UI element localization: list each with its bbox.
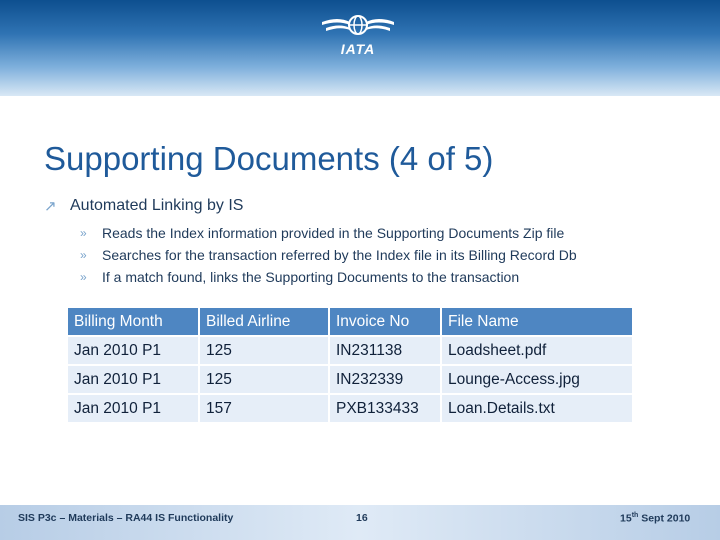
date-suffix: th [631,512,639,519]
cell-invoice-no: IN231138 [330,337,440,364]
page-number: 16 [356,512,368,524]
table-row [68,366,632,393]
chevron-marker-icon: » [80,270,87,284]
cell-billing-month: Jan 2010 P1 [68,366,198,393]
globe-wings-icon [318,8,398,42]
main-bullet [44,197,243,215]
cell-file-name: Lounge-Access.jpg [442,366,632,393]
main-bullet-text: Automated Linking by IS [70,197,244,214]
header-file-name: File Name [442,308,632,335]
documents-table [66,306,634,424]
sub-bullet-list [80,222,577,288]
cell-billed-airline: 125 [200,337,328,364]
list-item-text: Reads the Index information provided in the Supporting Documents Zip file [102,225,565,241]
header-invoice-no: Invoice No [330,308,440,335]
cell-file-name: Loadsheet.pdf [442,337,632,364]
list-item-text: Searches for the transaction referred by the Index file in its Billing Record Db [102,247,577,263]
header-billed-airline: Billed Airline [200,308,328,335]
cell-file-name: Loan.Details.txt [442,395,632,422]
cell-billed-airline: 157 [200,395,328,422]
iata-logo [318,8,398,60]
logo-text: IATA [340,41,376,57]
header-banner [0,0,720,96]
cell-billing-month: Jan 2010 P1 [68,337,198,364]
table-header-row [68,308,632,335]
footer-left-text: SIS P3c – Materials – RA44 IS Functionality [18,512,234,524]
chevron-marker-icon: » [80,248,87,262]
table-row [68,395,632,422]
header-billing-month: Billing Month [68,308,198,335]
cell-billing-month: Jan 2010 P1 [68,395,198,422]
list-item-text: If a match found, links the Supporting Documents to the transaction [102,269,520,285]
cell-billed-airline: 125 [200,366,328,393]
list-item [80,222,577,244]
list-item [80,244,577,266]
arrow-icon: ↗ [44,198,57,215]
footer-date [620,512,690,525]
cell-invoice-no: PXB133433 [330,395,440,422]
chevron-marker-icon: » [80,226,87,240]
page-title: Supporting Documents (4 of 5) [44,140,494,177]
date-day: 15 [620,512,632,525]
table-row [68,337,632,364]
list-item [80,266,577,288]
date-rest: Sept 2010 [638,512,691,525]
cell-invoice-no: IN232339 [330,366,440,393]
